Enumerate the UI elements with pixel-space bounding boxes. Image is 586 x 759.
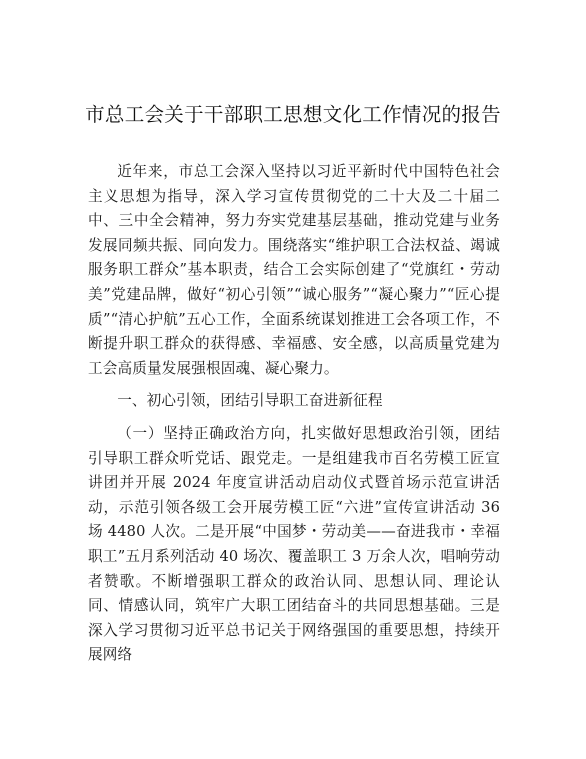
- document-title: 市总工会关于干部职工思想文化工作情况的报告: [85, 103, 501, 126]
- document-body: [88, 160, 500, 676]
- intro-paragraph: 近年来，市总工会深入坚持以习近平新时代中国特色社会主义思想为指导，深入学习宣传贯彻党的二十大及二十届二中、三中全会精神，努力夯实党建基层基础，推动党建与业务发展同频共振、同向发力。围绕落实“维护职工合法权益、竭诚服务职工群众”基本职责，结合工会实际创建了“党旗红・劳动美”党建品牌，做好“初心引领”“诚心服务”“凝心聚力”“匠心提质”“清心护航”五心工作，全面系统谋划推进工会各项工作，不断提升职工群众的获得感、幸福感、安全感，以高质量党建为工会高质量发展强根固魂、凝心聚力。: [88, 163, 500, 377]
- subsection-paragraph: （一）坚持正确政治方向，扎实做好思想政治引领，团结引导职工群众听党话、跟党走。一是组建我市百名劳模工匠宣讲团并开展 2024 年度宣讲活动启动仪式暨首场示范宣讲活动，示范引领各级工会开展劳模工匠“六进”宣传宣讲活动 36 场 4480 人次。二是开展“中国梦・劳动美——奋进我市・幸福职工”五月系列活动 40 场次、覆盖职工 3 万余人次，唱响劳动者赞歌。不断增强职工群众的政治认同、思想认同、理论认同、情感认同，筑牢广大职工团结奋斗的共同思想基础。三是深入学习贯彻习近平总书记关于网络强国的重要思想，持续开展网络: [88, 424, 500, 664]
- section-heading: 一、初心引领，团结引导职工奋进新征程: [117, 392, 383, 410]
